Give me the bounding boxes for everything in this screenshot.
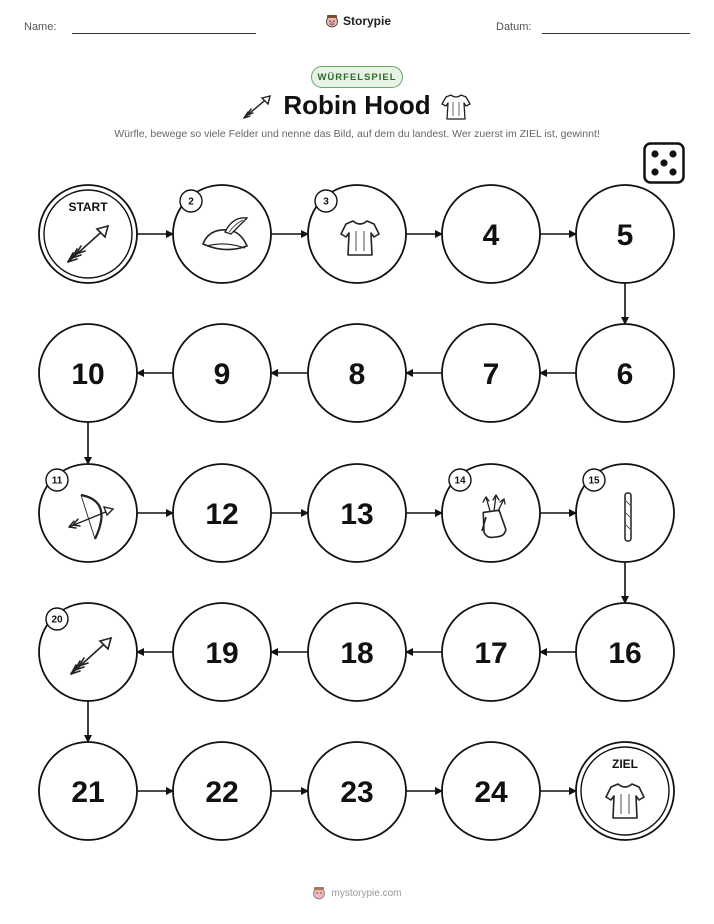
board-field[interactable] bbox=[442, 603, 540, 701]
instructions: Würfle, bewege so viele Felder und nenne das Bild, auf dem du landest. Wer zuerst im ZIEL ist, gewinnt! bbox=[114, 128, 600, 140]
field-number: 10 bbox=[71, 358, 105, 391]
board-field[interactable] bbox=[576, 603, 674, 701]
board-field[interactable] bbox=[39, 324, 137, 422]
field-number: 7 bbox=[482, 358, 500, 391]
goal-field[interactable] bbox=[576, 742, 674, 840]
board-field[interactable] bbox=[576, 324, 674, 422]
goal-label: ZIEL bbox=[612, 757, 638, 771]
board-field[interactable] bbox=[39, 603, 137, 701]
field-number: 12 bbox=[205, 498, 239, 531]
board-field[interactable] bbox=[173, 185, 271, 283]
board-field[interactable] bbox=[173, 603, 271, 701]
footer-url[interactable]: mystorypie.com bbox=[331, 887, 402, 899]
field-number: 15 bbox=[588, 475, 600, 487]
field-number: 22 bbox=[205, 776, 239, 809]
footer bbox=[0, 886, 714, 900]
field-number: 11 bbox=[51, 475, 63, 487]
board-field[interactable] bbox=[173, 464, 271, 562]
field-number: 20 bbox=[51, 614, 63, 626]
board-field[interactable] bbox=[576, 464, 674, 562]
pig-mascot-icon bbox=[312, 886, 326, 900]
field-number: 13 bbox=[340, 498, 374, 531]
field-number: 3 bbox=[323, 196, 329, 208]
board-field[interactable] bbox=[308, 742, 406, 840]
name-label: Name: bbox=[24, 21, 57, 33]
board-field[interactable] bbox=[576, 185, 674, 283]
board-field[interactable] bbox=[39, 742, 137, 840]
field-number: 2 bbox=[188, 196, 194, 208]
board-field[interactable] bbox=[442, 324, 540, 422]
field-number: 24 bbox=[474, 776, 508, 809]
field-number: 17 bbox=[474, 637, 508, 670]
board-field[interactable] bbox=[39, 464, 137, 562]
field-number: 4 bbox=[482, 219, 500, 252]
board-field[interactable] bbox=[442, 185, 540, 283]
field-number: 8 bbox=[348, 358, 366, 391]
field-number: 18 bbox=[340, 637, 374, 670]
date-label: Datum: bbox=[496, 21, 532, 33]
field-number: 23 bbox=[340, 776, 374, 809]
brand-name: Storypie bbox=[343, 14, 392, 28]
board-field[interactable] bbox=[308, 324, 406, 422]
field-number: 19 bbox=[205, 637, 239, 670]
field-number: 16 bbox=[608, 637, 642, 670]
game-type-badge: WÜRFELSPIEL bbox=[311, 66, 403, 88]
page-title: Robin Hood bbox=[283, 90, 431, 120]
field-number: 9 bbox=[213, 358, 231, 391]
staff-icon bbox=[625, 493, 631, 541]
board-field[interactable] bbox=[173, 742, 271, 840]
board-field[interactable] bbox=[173, 324, 271, 422]
board-field[interactable] bbox=[308, 185, 406, 283]
board-field[interactable] bbox=[308, 603, 406, 701]
board-field[interactable] bbox=[442, 464, 540, 562]
field-number: 21 bbox=[71, 776, 105, 809]
start-field[interactable] bbox=[39, 185, 137, 283]
field-number: 14 bbox=[454, 475, 466, 487]
field-number: 5 bbox=[616, 219, 634, 252]
board-field[interactable] bbox=[308, 464, 406, 562]
field-number: 6 bbox=[616, 358, 634, 391]
board-field[interactable] bbox=[442, 742, 540, 840]
start-label: START bbox=[68, 200, 108, 214]
